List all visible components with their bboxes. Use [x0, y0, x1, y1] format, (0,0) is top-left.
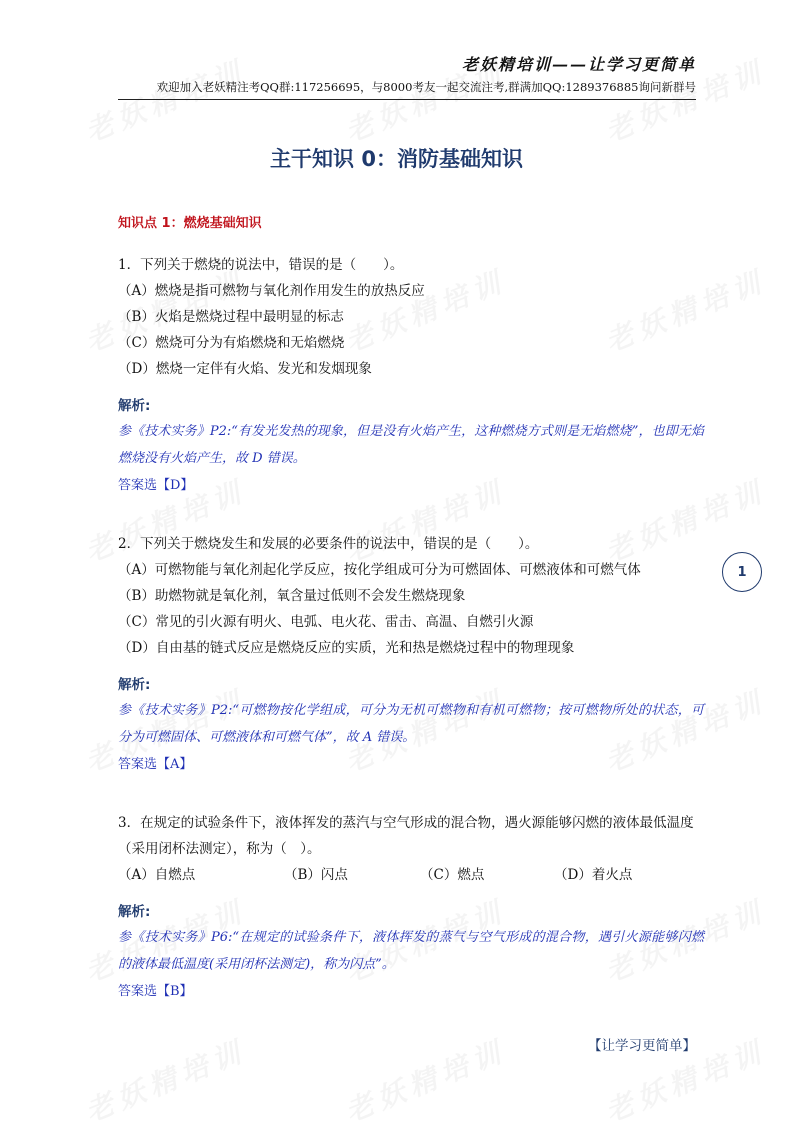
answer-text: 答案选【A】 — [118, 757, 193, 772]
document-body — [118, 214, 704, 1004]
option-d: （D）着火点 — [554, 867, 633, 883]
watermark — [79, 1030, 252, 1130]
analysis-text: 参《技术实务》P6:“在规定的试验条件下，液体挥发的蒸气与空气形成的混合物，遇引火源能够闪燃的液体最低温度(采用闭杯法测定)，称为闪点”。 — [118, 930, 704, 972]
header-contact-text: 欢迎加入老妖精注考QQ群:117256695，与8000考友一起交流注考,群满加QQ:1289376885询问新群号 — [156, 80, 696, 94]
question-stem: 1．下列关于燃烧的说法中，错误的是（ ）。 — [118, 257, 404, 273]
footer-slogan: 【让学习更简单】 — [588, 1038, 696, 1054]
option-d: （D）自由基的链式反应是燃烧反应的实质，光和热是燃烧过程中的物理现象 — [118, 640, 575, 656]
question-2 — [118, 531, 704, 661]
watermark — [339, 1030, 512, 1130]
analysis-text: 参《技术实务》P2:“有发光发热的现象，但是没有火焰产生，这种燃烧方式则是无焰燃烧”，也即无焰燃烧没有火焰产生，故 D 错误。 — [118, 424, 704, 466]
analysis-label: 解析: — [118, 398, 151, 414]
option-d: （D）燃烧一定伴有火焰、发光和发烟现象 — [118, 361, 372, 377]
option-b: （B）闪点 — [284, 867, 348, 883]
option-a: （A）可燃物能与氧化剂起化学反应，按化学组成可分为可燃固体、可燃液体和可燃气体 — [118, 562, 641, 578]
option-b: （B）火焰是燃烧过程中最明显的标志 — [118, 309, 344, 325]
page-title: 主干知识 0：消防基础知识 — [270, 147, 523, 171]
answer-text: 答案选【D】 — [118, 478, 194, 493]
header-divider — [118, 99, 696, 100]
analysis-label: 解析: — [118, 677, 151, 693]
page-header — [118, 54, 696, 100]
question-1 — [118, 252, 704, 382]
option-c: （C）燃点 — [420, 867, 485, 883]
option-c: （C）燃烧可分为有焰燃烧和无焰燃烧 — [118, 335, 345, 351]
option-c: （C）常见的引火源有明火、电弧、电火花、雷击、高温、自燃引火源 — [118, 614, 534, 630]
section-heading: 知识点 1：燃烧基础知识 — [118, 216, 262, 231]
page-number-badge: 1 — [722, 552, 762, 592]
option-a: （A）自燃点 — [118, 867, 196, 883]
question-stem: 3．在规定的试验条件下，液体挥发的蒸汽与空气形成的混合物，遇火源能够闪燃的液体最低温度（采用闭杯法测定），称为（ ）。 — [118, 815, 694, 857]
analysis-label: 解析: — [118, 904, 151, 920]
option-a: （A）燃烧是指可燃物与氧化剂作用发生的放热反应 — [118, 283, 425, 299]
answer-text: 答案选【B】 — [118, 984, 193, 999]
option-b: （B）助燃物就是氧化剂，氧含量过低则不会发生燃烧现象 — [118, 588, 466, 604]
analysis-text: 参《技术实务》P2:“可燃物按化学组成，可分为无机可燃物和有机可燃物；按可燃物所处的状态，可分为可燃固体、可燃液体和可燃气体”，故 A 错误。 — [118, 703, 704, 745]
options-row — [118, 862, 704, 888]
question-stem: 2．下列关于燃烧发生和发展的必要条件的说法中，错误的是（ ）。 — [118, 536, 539, 552]
brand-slogan: 老妖精培训——让学习更简单 — [461, 55, 696, 74]
question-3 — [118, 810, 704, 888]
